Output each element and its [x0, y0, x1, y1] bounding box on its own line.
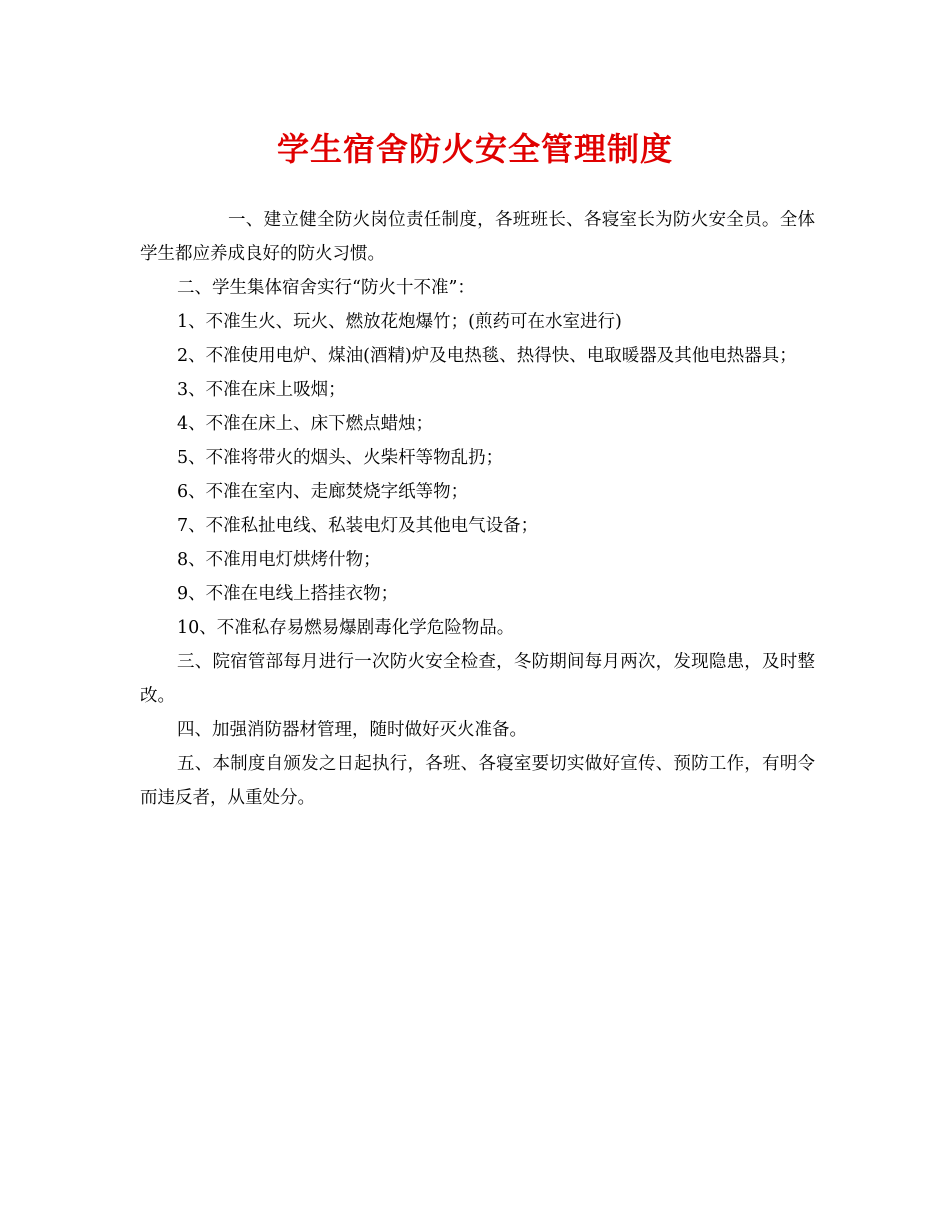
rule-item-5: 5、不准将带火的烟头、火柴杆等物乱扔；	[177, 448, 504, 468]
paragraph-1: 一、建立健全防火岗位责任制度，各班班长、各寝室长为防火安全员。全体学生都应养成良好的防火习惯。	[140, 210, 815, 264]
rule-item-8: 8、不准用电灯烘烤什物；	[177, 550, 381, 570]
paragraph-2: 二、学生集体宿舍实行“防火十不准”：	[177, 278, 475, 298]
rule-item-1: 1、不准生火、玩火、燃放花炮爆竹；(煎药可在水室进行)	[177, 312, 622, 332]
rule-item-9: 9、不准在电线上搭挂衣物；	[177, 584, 399, 604]
rule-item-4: 4、不准在床上、床下燃点蜡烛；	[177, 414, 434, 434]
rule-item-10: 10、不准私存易燃易爆剧毒化学危险物品。	[177, 618, 515, 638]
rule-item-2: 2、不准使用电炉、煤油(酒精)炉及电热毯、热得快、电取暖器及其他电热器具；	[177, 346, 797, 366]
paragraph-4: 四、加强消防器材管理，随时做好灭火准备。	[177, 720, 527, 740]
paragraph-3: 三、院宿管部每月进行一次防火安全检查，冬防期间每月两次，发现隐患，及时整改。	[140, 652, 815, 706]
document-title: 学生宿舍防火安全管理制度	[276, 130, 673, 168]
paragraph-5: 五、本制度自颁发之日起执行，各班、各寝室要切实做好宣传、预防工作，有明令而违反者，从重处分。	[140, 754, 815, 808]
rule-item-3: 3、不准在床上吸烟；	[177, 380, 346, 400]
document-body	[140, 203, 815, 815]
rule-item-6: 6、不准在室内、走廊焚烧字纸等物；	[177, 482, 469, 502]
rule-item-7: 7、不准私扯电线、私装电灯及其他电气设备；	[177, 516, 539, 536]
